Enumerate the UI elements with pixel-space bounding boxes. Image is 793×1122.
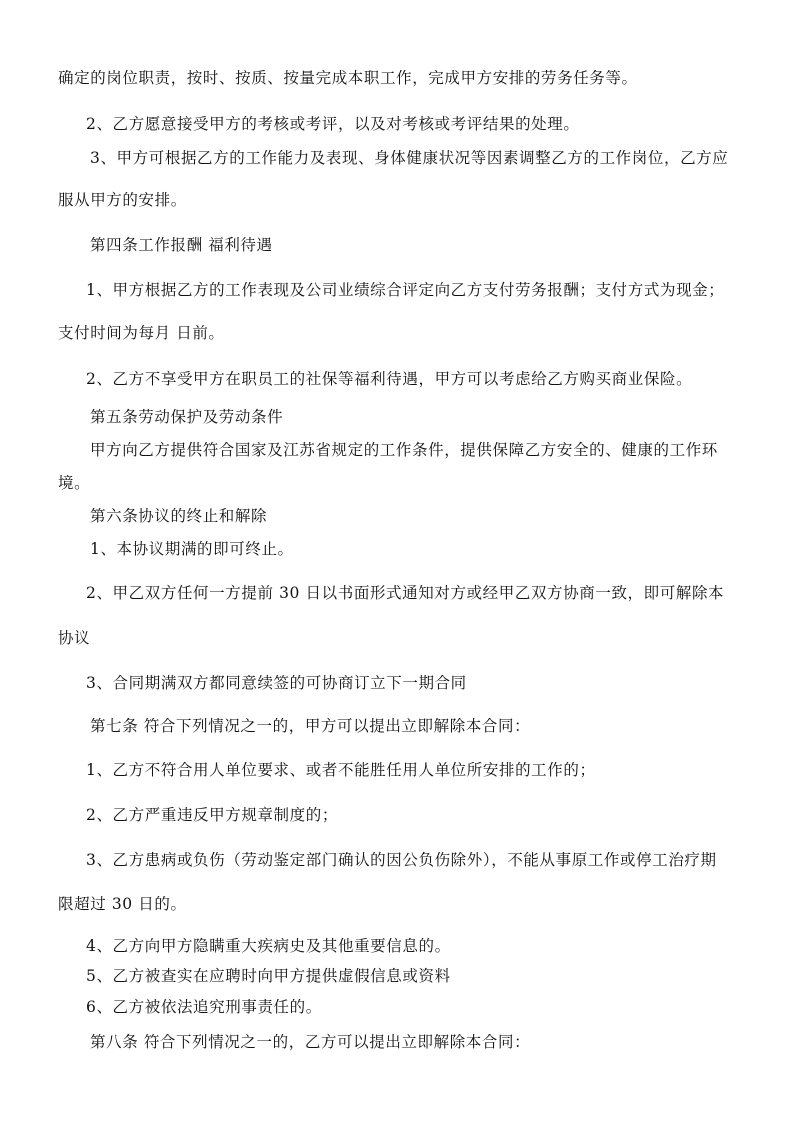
paragraph-line: 服从甲方的安排。 — [58, 191, 187, 209]
paragraph-line: 3、合同期满双方都同意续签的可协商订立下一期合同 — [86, 674, 467, 692]
paragraph-line: 限超过 30 日的。 — [58, 895, 187, 913]
paragraph-line: 4、乙方向甲方隐瞒重大疾病史及其他重要信息的。 — [86, 937, 451, 955]
paragraph-line: 6、乙方被依法追究刑事责任的。 — [86, 998, 322, 1016]
paragraph-line: 3、甲方可根据乙方的工作能力及表现、身体健康状况等因素调整乙方的工作岗位，乙方应 — [90, 149, 729, 167]
section-heading: 第五条劳动保护及劳动条件 — [90, 408, 284, 426]
section-heading: 第七条 符合下列情况之一的，甲方可以提出立即解除本合同： — [90, 717, 531, 735]
paragraph-line: 5、乙方被查实在应聘时向甲方提供虚假信息或资料 — [86, 967, 451, 985]
paragraph-line: 1、甲方根据乙方的工作表现及公司业绩综合评定向乙方支付劳务报酬；支付方式为现金； — [86, 281, 725, 299]
paragraph-line: 甲方向乙方提供符合国家及江苏省规定的工作条件，提供保障乙方安全的、健康的工作环 — [90, 441, 718, 459]
paragraph-line: 2、乙方不享受甲方在职员工的社保等福利待遇，甲方可以考虑给乙方购买商业保险。 — [86, 370, 693, 388]
paragraph-line: 确定的岗位职责，按时、按质、按量完成本职工作，完成甲方安排的劳务任务等。 — [58, 69, 638, 87]
section-heading: 第六条协议的终止和解除 — [90, 507, 268, 525]
paragraph-line: 3、乙方患病或负伤（劳动鉴定部门确认的因公负伤除外），不能从事原工作或停工治疗期 — [86, 851, 717, 869]
paragraph-line: 支付时间为每月 日前。 — [58, 324, 225, 342]
paragraph-line: 协议 — [58, 629, 91, 647]
section-heading: 第四条工作报酬 福利待遇 — [90, 236, 273, 254]
section-heading: 第八条 符合下列情况之一的，乙方可以提出立即解除本合同： — [90, 1033, 531, 1051]
paragraph-line: 境。 — [58, 474, 91, 492]
paragraph-line: 1、本协议期满的即可终止。 — [90, 540, 294, 558]
paragraph-line: 1、乙方不符合用人单位要求、或者不能胜任用人单位所安排的工作的； — [86, 761, 596, 779]
paragraph-line: 2、乙方愿意接受甲方的考核或考评，以及对考核或考评结果的处理。 — [86, 115, 580, 133]
paragraph-line: 2、乙方严重违反甲方规章制度的； — [86, 806, 338, 824]
paragraph-line: 2、甲乙双方任何一方提前 30 日以书面形式通知对方或经甲乙双方协商一致，即可解除本 — [86, 584, 725, 602]
